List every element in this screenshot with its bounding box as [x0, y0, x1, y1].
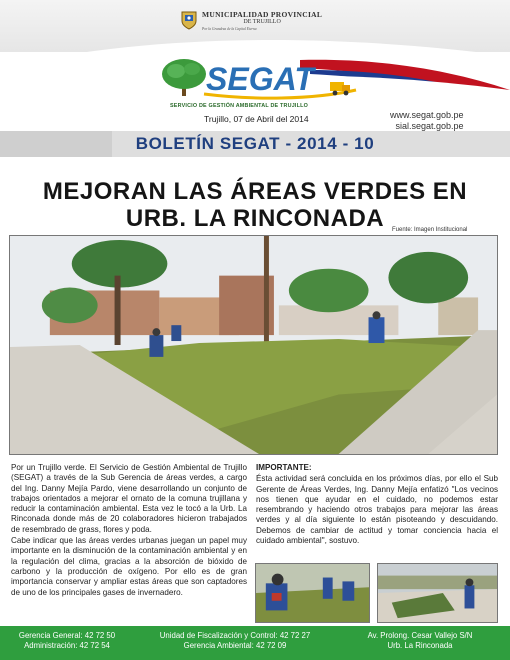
footer-fiscalizacion: Unidad de Fiscalización y Control: 42 72 27	[159, 631, 311, 640]
article-column-left	[11, 463, 247, 599]
photo-credit: Fuente: Imagen Institucional	[392, 227, 468, 233]
headline	[0, 178, 510, 232]
footer-address-urb: Urb. La Rinconada	[387, 641, 453, 650]
municipality-name: MUNICIPALIDAD PROVINCIAL	[202, 10, 323, 19]
municipality-city: DE TRUJILLO	[243, 19, 281, 25]
footer-gerencia-ambiental: Gerencia Ambiental: 42 72 09	[183, 641, 287, 650]
issue-date: Trujillo, 07 de Abril del 2014	[204, 114, 309, 124]
logo-subtitle: SERVICIO DE GESTIÓN AMBIENTAL DE TRUJILLO	[170, 103, 308, 109]
headline-line-1: MEJORAN LAS ÁREAS VERDES EN	[42, 178, 468, 205]
municipality-motto: Por la Grandeza de la Capital Eterna	[202, 27, 257, 31]
crest-icon	[180, 10, 198, 30]
article-paragraph-2: Cabe indicar que las áreas verdes urbanas juegan un papel muy importante en la disminución de la contaminación ambiental y en la regulación del clima, gracias a la absorción de bióxido de carbono y la producción de oxígeno. Por ello es de gran importancia conservar y ampliar estas áreas que son captadores de uno de los principales gases de invernadero.	[11, 536, 247, 597]
sial-link[interactable]: sial.segat.gob.pe	[395, 121, 464, 131]
headline-line-2: URB. LA RINCONADA	[125, 205, 385, 232]
footer-gerencia-general: Gerencia General: 42 72 50	[18, 631, 116, 640]
main-photo	[9, 235, 498, 455]
article-paragraph-3: Ésta actividad será concluida en los próximos días, por ello el Sub Gerente de Áreas Verdes, Ing. Danny Mejía enfatizó "Los vecinos nos tienen que ayudar en el cuidado, no podemos estar resembrando y haciendo otros trabajos para mejorar las áreas verdes y al día siguiente lo están pisoteando y descuidando. Debemos de cambiar de actitud y tomar conciencia hacia el cuidado ambiental", sostuvo.	[256, 474, 498, 546]
thumbnail-photo-workers	[255, 563, 370, 623]
footer-administracion: Administración: 42 72 54	[24, 641, 110, 650]
segat-logo	[152, 56, 358, 110]
footer-address-street: Av. Prolong. Cesar Vallejo S/N	[367, 631, 473, 640]
thumbnail-photo-garden	[377, 563, 498, 623]
website-link[interactable]: www.segat.gob.pe	[390, 110, 464, 120]
footer-general-contacts	[12, 631, 122, 651]
article-paragraph-1: Por un Trujillo verde. El Servicio de Gestión Ambiental de Trujillo (SEGAT) a través de la Sub Gerencia de áreas verdes, a cargo del Ing. Danny Mejía Pardo, viene desarrollando un conjunto de trabajos orientados a mejorar el ornato de la comuna trujillana y reducir la contaminación ambiental. Esta vez le tocó a la Urb. La Rinconada donde más de 20 colaboradores hicieron trabajados de resembrado de grass, flores y poda.	[11, 463, 247, 534]
article-column-right	[256, 463, 498, 547]
municipality-header	[180, 10, 322, 31]
footer-contact-bar	[0, 626, 510, 660]
bulletin-title: BOLETÍN SEGAT - 2014 - 10	[135, 134, 375, 153]
footer-unit-contacts	[150, 631, 320, 651]
footer-address	[345, 631, 495, 651]
website-links	[390, 110, 464, 132]
logo-text: SEGAT	[206, 61, 314, 97]
importante-label: IMPORTANTE:	[256, 463, 312, 472]
